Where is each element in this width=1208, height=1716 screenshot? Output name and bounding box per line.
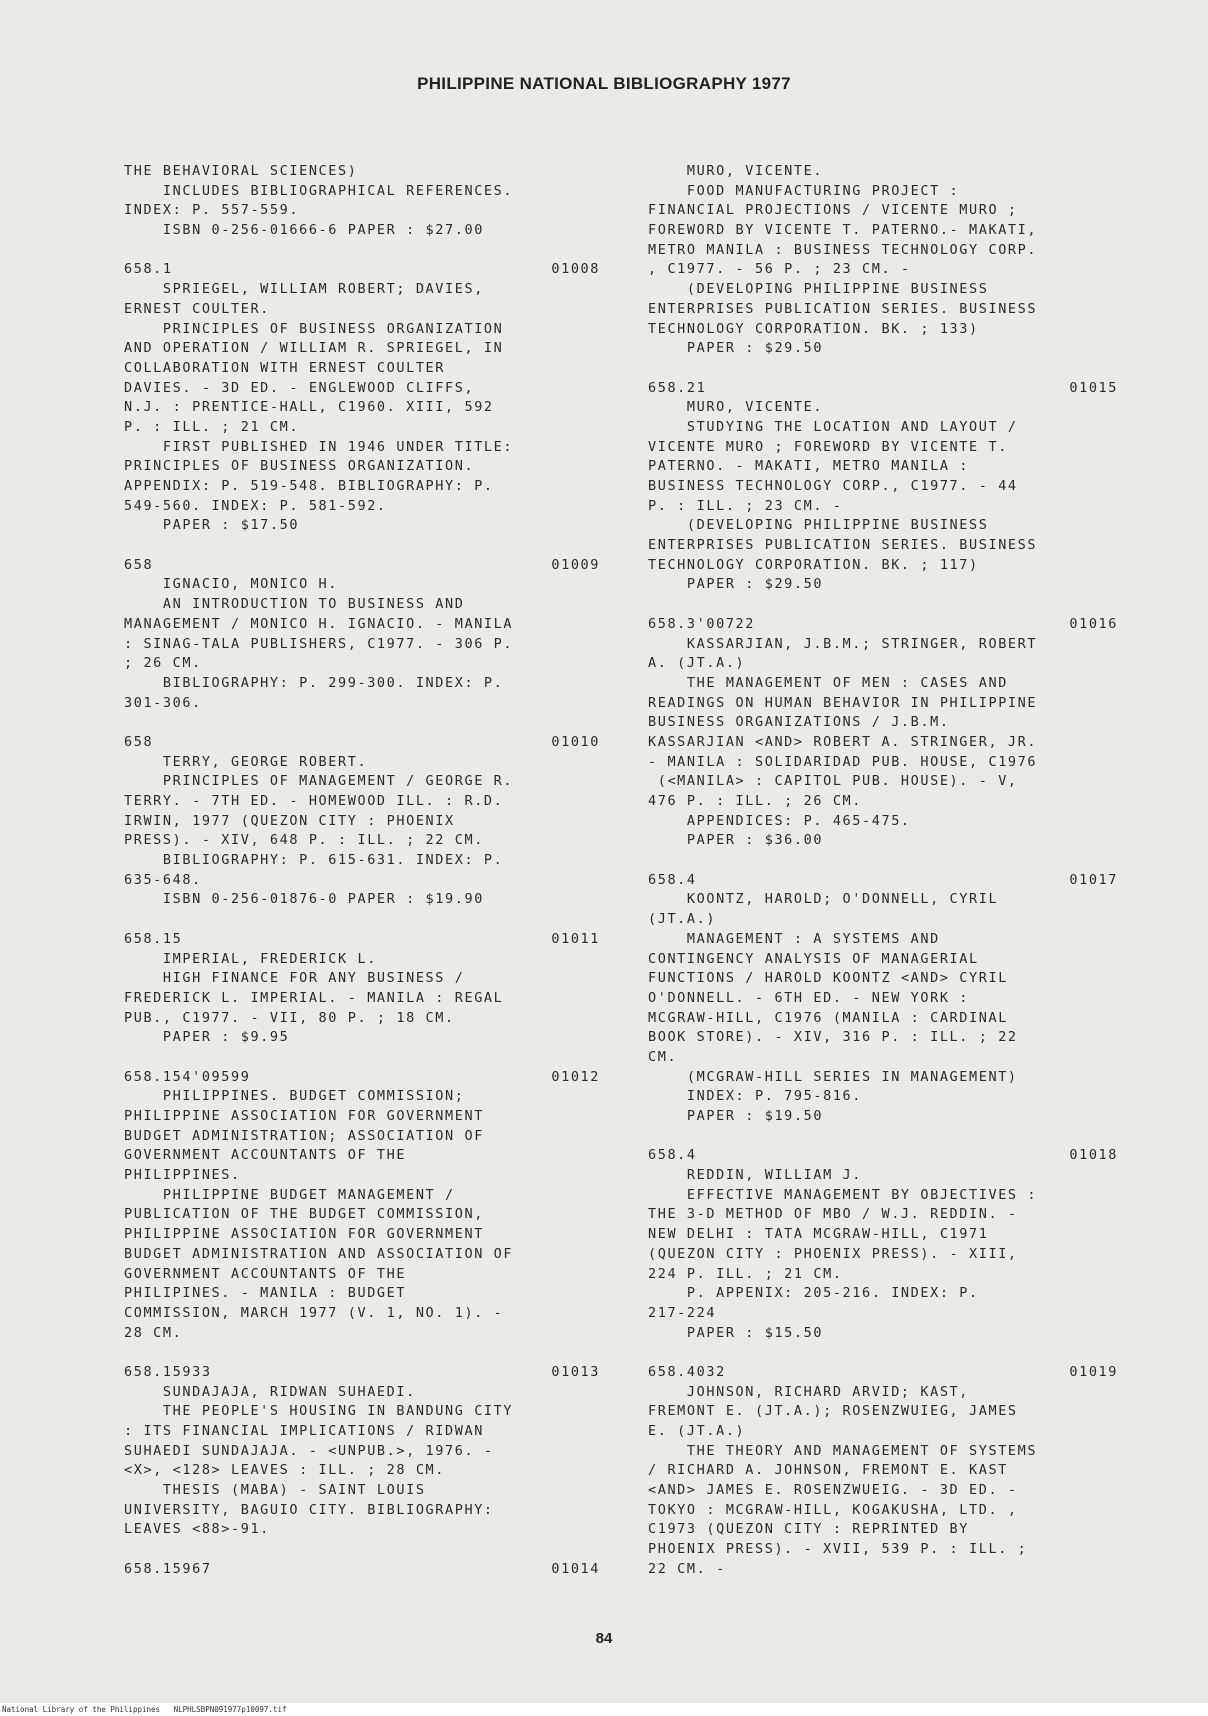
class-number: 658.4 <box>648 1147 697 1164</box>
entry-line: TECHNOLOGY CORPORATION. BK. ; 133) <box>648 320 979 337</box>
entry-number: 01018 <box>1069 1147 1118 1164</box>
page-number: 84 <box>595 1630 613 1647</box>
entry-line: THE BEHAVIORAL SCIENCES) <box>124 163 358 179</box>
entry-line: PAPER : $15.50 <box>648 1324 824 1341</box>
entry-number: 01014 <box>551 1560 600 1577</box>
entry-line: ISBN 0-256-01666-6 PAPER : $27.00 <box>124 222 484 239</box>
entry-number: 01019 <box>1069 1363 1118 1380</box>
entry-line: BOOK STORE). - XIV, 316 P. : ILL. ; 22 <box>648 1029 1018 1046</box>
entry-header <box>124 930 600 950</box>
entry-line: P. APPENIX: 205-216. INDEX: P. <box>648 1285 979 1302</box>
entry-line: 224 P. ILL. ; 21 CM. <box>648 1265 843 1282</box>
entry-line: JOHNSON, RICHARD ARVID; KAST, <box>648 1383 970 1400</box>
entry-header <box>648 379 1118 399</box>
entry-header <box>124 556 600 576</box>
entry-line: 476 P. : ILL. ; 26 CM. <box>648 793 863 809</box>
entry-number: 01012 <box>551 1068 600 1085</box>
entry-number: 01016 <box>1069 615 1118 632</box>
class-number: 658.21 <box>648 379 707 396</box>
entry-line: FREDERICK L. IMPERIAL. - MANILA : REGAL <box>124 989 504 1006</box>
entry-line: FINANCIAL PROJECTIONS / VICENTE MURO ; <box>648 202 1018 219</box>
entry-line: 22 CM. - <box>648 1560 726 1577</box>
entry-line: IMPERIAL, FREDERICK L. <box>124 950 377 967</box>
entry-line: BUSINESS ORGANIZATIONS / J.B.M. <box>648 714 950 731</box>
entry-line: COMMISSION, MARCH 1977 (V. 1, NO. 1). - <box>124 1304 504 1321</box>
entry-line: THE PEOPLE'S HOUSING IN BANDUNG CITY <box>124 1403 514 1420</box>
entry-line: 635-648. <box>124 871 202 888</box>
entry-line: <X>, <128> LEAVES : ILL. ; 28 CM. <box>124 1462 446 1479</box>
entry-header <box>124 260 600 280</box>
entry-line: PUB., C1977. - VII, 80 P. ; 18 CM. <box>124 1009 455 1026</box>
entry-header <box>124 1560 600 1580</box>
entry-line: PHILIPPINE ASSOCIATION FOR GOVERNMENT <box>124 1108 484 1124</box>
entry-line: EFFECTIVE MANAGEMENT BY OBJECTIVES : <box>648 1186 1038 1203</box>
entry-line: PAPER : $29.50 <box>648 576 824 593</box>
entry-header <box>124 733 600 753</box>
entry-line: AND OPERATION / WILLIAM R. SPRIEGEL, IN <box>124 340 504 357</box>
entry-line: P. : ILL. ; 23 CM. - <box>648 497 843 514</box>
entry-gap <box>124 713 600 733</box>
entry-line: ENTERPRISES PUBLICATION SERIES. BUSINESS <box>648 537 1038 554</box>
entry-line: LEAVES <88>-91. <box>124 1521 270 1538</box>
entry-line: AN INTRODUCTION TO BUSINESS AND <box>124 596 465 613</box>
entry-line: TOKYO : MCGRAW-HILL, KOGAKUSHA, LTD. , <box>648 1501 1018 1518</box>
entry-line: MURO, VICENTE. <box>648 399 824 416</box>
entry-gap <box>124 1540 600 1560</box>
entry-line: FUNCTIONS / HAROLD KOONTZ <AND> CYRIL <box>648 970 1008 987</box>
entry-line: PAPER : $29.50 <box>648 340 824 357</box>
class-number: 658.1 <box>124 261 173 278</box>
entry-line: PATERNO. - MAKATI, METRO MANILA : <box>648 458 970 475</box>
entry-line: C1973 (QUEZON CITY : REPRINTED BY <box>648 1521 970 1538</box>
entry-gap <box>648 851 1118 871</box>
entry-line: 549-560. INDEX: P. 581-592. <box>124 497 387 514</box>
entry-number: 01011 <box>551 930 600 947</box>
entry-line: NEW DELHI : TATA MCGRAW-HILL, C1971 <box>648 1226 989 1243</box>
class-number: 658.4032 <box>648 1363 726 1380</box>
entry-line: SPRIEGEL, WILLIAM ROBERT; DAVIES, <box>124 281 484 298</box>
entry-gap <box>648 595 1118 615</box>
class-number: 658.15 <box>124 930 183 947</box>
entry-line: SUHAEDI SUNDAJAJA. - <UNPUB.>, 1976. - <box>124 1442 494 1459</box>
page-title: PHILIPPINE NATIONAL BIBLIOGRAPHY 1977 <box>417 74 791 93</box>
entry-line: O'DONNELL. - 6TH ED. - NEW YORK : <box>648 989 970 1006</box>
entry-line: BUDGET ADMINISTRATION; ASSOCIATION OF <box>124 1127 484 1144</box>
entry-line: 301-306. <box>124 694 202 711</box>
entry-line: (JT.A.) <box>648 911 717 928</box>
entry-line: PHILIPPINE BUDGET MANAGEMENT / <box>124 1186 455 1203</box>
entry-line: 217-224 <box>648 1304 717 1321</box>
entry-line: E. (JT.A.) <box>648 1423 746 1439</box>
entry-line: THESIS (MABA) - SAINT LOUIS <box>124 1482 426 1499</box>
entry-header <box>124 1363 600 1383</box>
entry-line: APPENDIX: P. 519-548. BIBLIOGRAPHY: P. <box>124 478 494 494</box>
entry-line: PRINCIPLES OF MANAGEMENT / GEORGE R. <box>124 773 514 790</box>
entry-line: FOOD MANUFACTURING PROJECT : <box>648 182 960 199</box>
entry-line: DAVIES. - 3D ED. - ENGLEWOOD CLIFFS, <box>124 379 475 396</box>
entry-line: UNIVERSITY, BAGUIO CITY. BIBLIOGRAPHY: <box>124 1501 494 1518</box>
entry-header <box>648 871 1118 891</box>
entry-line: ISBN 0-256-01876-0 PAPER : $19.90 <box>124 891 484 908</box>
entry-number: 01010 <box>551 733 600 750</box>
entry-line: TERRY, GEORGE ROBERT. <box>124 753 368 770</box>
entry-line: FOREWORD BY VICENTE T. PATERNO.- MAKATI, <box>648 222 1038 239</box>
entry-line: PRESS). - XIV, 648 P. : ILL. ; 22 CM. <box>124 832 484 849</box>
entry-line: IRWIN, 1977 (QUEZON CITY : PHOENIX <box>124 812 455 829</box>
entry-line: BIBLIOGRAPHY: P. 615-631. INDEX: P. <box>124 852 504 869</box>
entry-line: N.J. : PRENTICE-HALL, C1960. XIII, 592 <box>124 399 494 416</box>
entry-line: PHILIPPINES. <box>124 1167 241 1184</box>
entry-gap <box>124 1048 600 1068</box>
class-number: 658.15933 <box>124 1363 212 1380</box>
class-number: 658 <box>124 733 154 750</box>
entry-line: CONTINGENCY ANALYSIS OF MANAGERIAL <box>648 950 979 967</box>
entry-line: THE MANAGEMENT OF MEN : CASES AND <box>648 674 1008 691</box>
entry-line: PHILIPPINES. BUDGET COMMISSION; <box>124 1088 465 1105</box>
class-number: 658 <box>124 556 154 573</box>
entry-gap <box>648 1343 1118 1363</box>
left-column <box>124 162 600 1580</box>
entry-line: MANAGEMENT / MONICO H. IGNACIO. - MANILA <box>124 615 514 632</box>
entry-line: BUSINESS TECHNOLOGY CORP., C1977. - 44 <box>648 478 1018 494</box>
entry-header <box>648 615 1118 635</box>
entry-line: PAPER : $36.00 <box>648 832 824 849</box>
entry-number: 01013 <box>551 1363 600 1380</box>
entry-line: INCLUDES BIBLIOGRAPHICAL REFERENCES. <box>124 182 514 199</box>
entry-line: PHILIPPINE ASSOCIATION FOR GOVERNMENT <box>124 1226 484 1243</box>
entry-line: FREMONT E. (JT.A.); ROSENZWUIEG, JAMES <box>648 1403 1018 1420</box>
entry-gap <box>124 1343 600 1363</box>
entry-line: (<MANILA> : CAPITOL PUB. HOUSE). - V, <box>648 773 1018 790</box>
entry-line: PHOENIX PRESS). - XVII, 539 P. : ILL. ; <box>648 1541 1028 1558</box>
entry-line: A. (JT.A.) <box>648 655 746 672</box>
class-number: 658.3'00722 <box>648 615 756 632</box>
entry-line: : SINAG-TALA PUBLISHERS, C1977. - 306 P. <box>124 635 514 652</box>
entry-line: THE THEORY AND MANAGEMENT OF SYSTEMS <box>648 1442 1038 1459</box>
entry-line: (MCGRAW-HILL SERIES IN MANAGEMENT) <box>648 1068 1018 1085</box>
entry-gap <box>648 1127 1118 1147</box>
entry-line: BIBLIOGRAPHY: P. 299-300. INDEX: P. <box>124 674 504 691</box>
entry-line: TECHNOLOGY CORPORATION. BK. ; 117) <box>648 556 979 573</box>
entry-header <box>648 1146 1118 1166</box>
entry-line: SUNDAJAJA, RIDWAN SUHAEDI. <box>124 1383 416 1400</box>
class-number: 658.154'09599 <box>124 1068 251 1085</box>
entry-line: (DEVELOPING PHILIPPINE BUSINESS <box>648 517 989 534</box>
entry-line: KASSARJIAN, J.B.M.; STRINGER, ROBERT <box>648 635 1038 652</box>
entry-line: FIRST PUBLISHED IN 1946 UNDER TITLE: <box>124 438 514 455</box>
class-number: 658.4 <box>648 871 697 888</box>
entry-line: , C1977. - 56 P. ; 23 CM. - <box>648 261 911 278</box>
entry-line: / RICHARD A. JOHNSON, FREMONT E. KAST <box>648 1462 1008 1479</box>
footer-file: NLPHLSBPN091977p10097.tif <box>173 1705 287 1714</box>
entry-line: REDDIN, WILLIAM J. <box>648 1167 863 1184</box>
entry-line: INDEX: P. 557-559. <box>124 202 300 219</box>
entry-line: ERNEST COULTER. <box>124 300 270 317</box>
entry-line: APPENDICES: P. 465-475. <box>648 812 911 829</box>
entry-line: ENTERPRISES PUBLICATION SERIES. BUSINESS <box>648 300 1038 317</box>
entry-line: GOVERNMENT ACCOUNTANTS OF THE <box>124 1265 407 1282</box>
entry-line: INDEX: P. 795-816. <box>648 1088 863 1105</box>
entry-line: IGNACIO, MONICO H. <box>124 576 339 593</box>
entry-line: HIGH FINANCE FOR ANY BUSINESS / <box>124 970 465 987</box>
entry-line: (DEVELOPING PHILIPPINE BUSINESS <box>648 281 989 298</box>
entry-line: STUDYING THE LOCATION AND LAYOUT / <box>648 418 1018 435</box>
entry-line: PRINCIPLES OF BUSINESS ORGANIZATION. <box>124 458 475 475</box>
entry-gap <box>124 241 600 261</box>
entry-number: 01015 <box>1069 379 1118 396</box>
entry-number: 01017 <box>1069 871 1118 888</box>
entry-line: METRO MANILA : BUSINESS TECHNOLOGY CORP. <box>648 241 1038 258</box>
entry-line: BUDGET ADMINISTRATION AND ASSOCIATION OF <box>124 1245 514 1262</box>
entry-line: - MANILA : SOLIDARIDAD PUB. HOUSE, C1976 <box>648 753 1038 770</box>
entry-line: MANAGEMENT : A SYSTEMS AND <box>648 930 940 947</box>
entry-line: MURO, VICENTE. <box>648 163 824 179</box>
entry-line: PAPER : $9.95 <box>124 1029 290 1046</box>
entry-line: PUBLICATION OF THE BUDGET COMMISSION, <box>124 1206 484 1223</box>
class-number: 658.15967 <box>124 1560 212 1577</box>
entry-line: (QUEZON CITY : PHOENIX PRESS). - XIII, <box>648 1245 1018 1262</box>
footer-source: National Library of the Philippines <box>2 1705 161 1714</box>
entry-line: CM. <box>648 1048 678 1065</box>
entry-line: KOONTZ, HAROLD; O'DONNELL, CYRIL <box>648 891 999 908</box>
entry-line: PAPER : $17.50 <box>124 517 300 534</box>
entry-header <box>124 1068 600 1088</box>
entry-line: COLLABORATION WITH ERNEST COULTER <box>124 359 446 376</box>
entry-line: PRINCIPLES OF BUSINESS ORGANIZATION <box>124 320 504 337</box>
entry-line: 28 CM. <box>124 1324 183 1341</box>
entry-number: 01009 <box>551 556 600 573</box>
entry-header <box>648 1363 1118 1383</box>
entry-line: VICENTE MURO ; FOREWORD BY VICENTE T. <box>648 438 1008 455</box>
entry-line: : ITS FINANCIAL IMPLICATIONS / RIDWAN <box>124 1423 484 1439</box>
entry-line: KASSARJIAN <AND> ROBERT A. STRINGER, JR. <box>648 733 1038 750</box>
entry-line: MCGRAW-HILL, C1976 (MANILA : CARDINAL <box>648 1009 1008 1026</box>
entry-line: READINGS ON HUMAN BEHAVIOR IN PHILIPPINE <box>648 694 1038 711</box>
entry-gap <box>648 359 1118 379</box>
entry-line: PAPER : $19.50 <box>648 1108 824 1124</box>
entry-line: ; 26 CM. <box>124 655 202 672</box>
entry-gap <box>124 536 600 556</box>
entry-line: P. : ILL. ; 21 CM. <box>124 418 300 435</box>
entry-gap <box>124 910 600 930</box>
entry-line: TERRY. - 7TH ED. - HOMEWOOD ILL. : R.D. <box>124 793 504 809</box>
right-column <box>648 162 1118 1580</box>
entry-line: GOVERNMENT ACCOUNTANTS OF THE <box>124 1147 407 1164</box>
entry-number: 01008 <box>551 261 600 278</box>
entry-line: THE 3-D METHOD OF MBO / W.J. REDDIN. - <box>648 1206 1018 1223</box>
entry-line: PHILIPINES. - MANILA : BUDGET <box>124 1285 407 1302</box>
scan-footer <box>0 1703 1208 1716</box>
entry-line: <AND> JAMES E. ROSENZWUEIG. - 3D ED. - <box>648 1482 1018 1499</box>
